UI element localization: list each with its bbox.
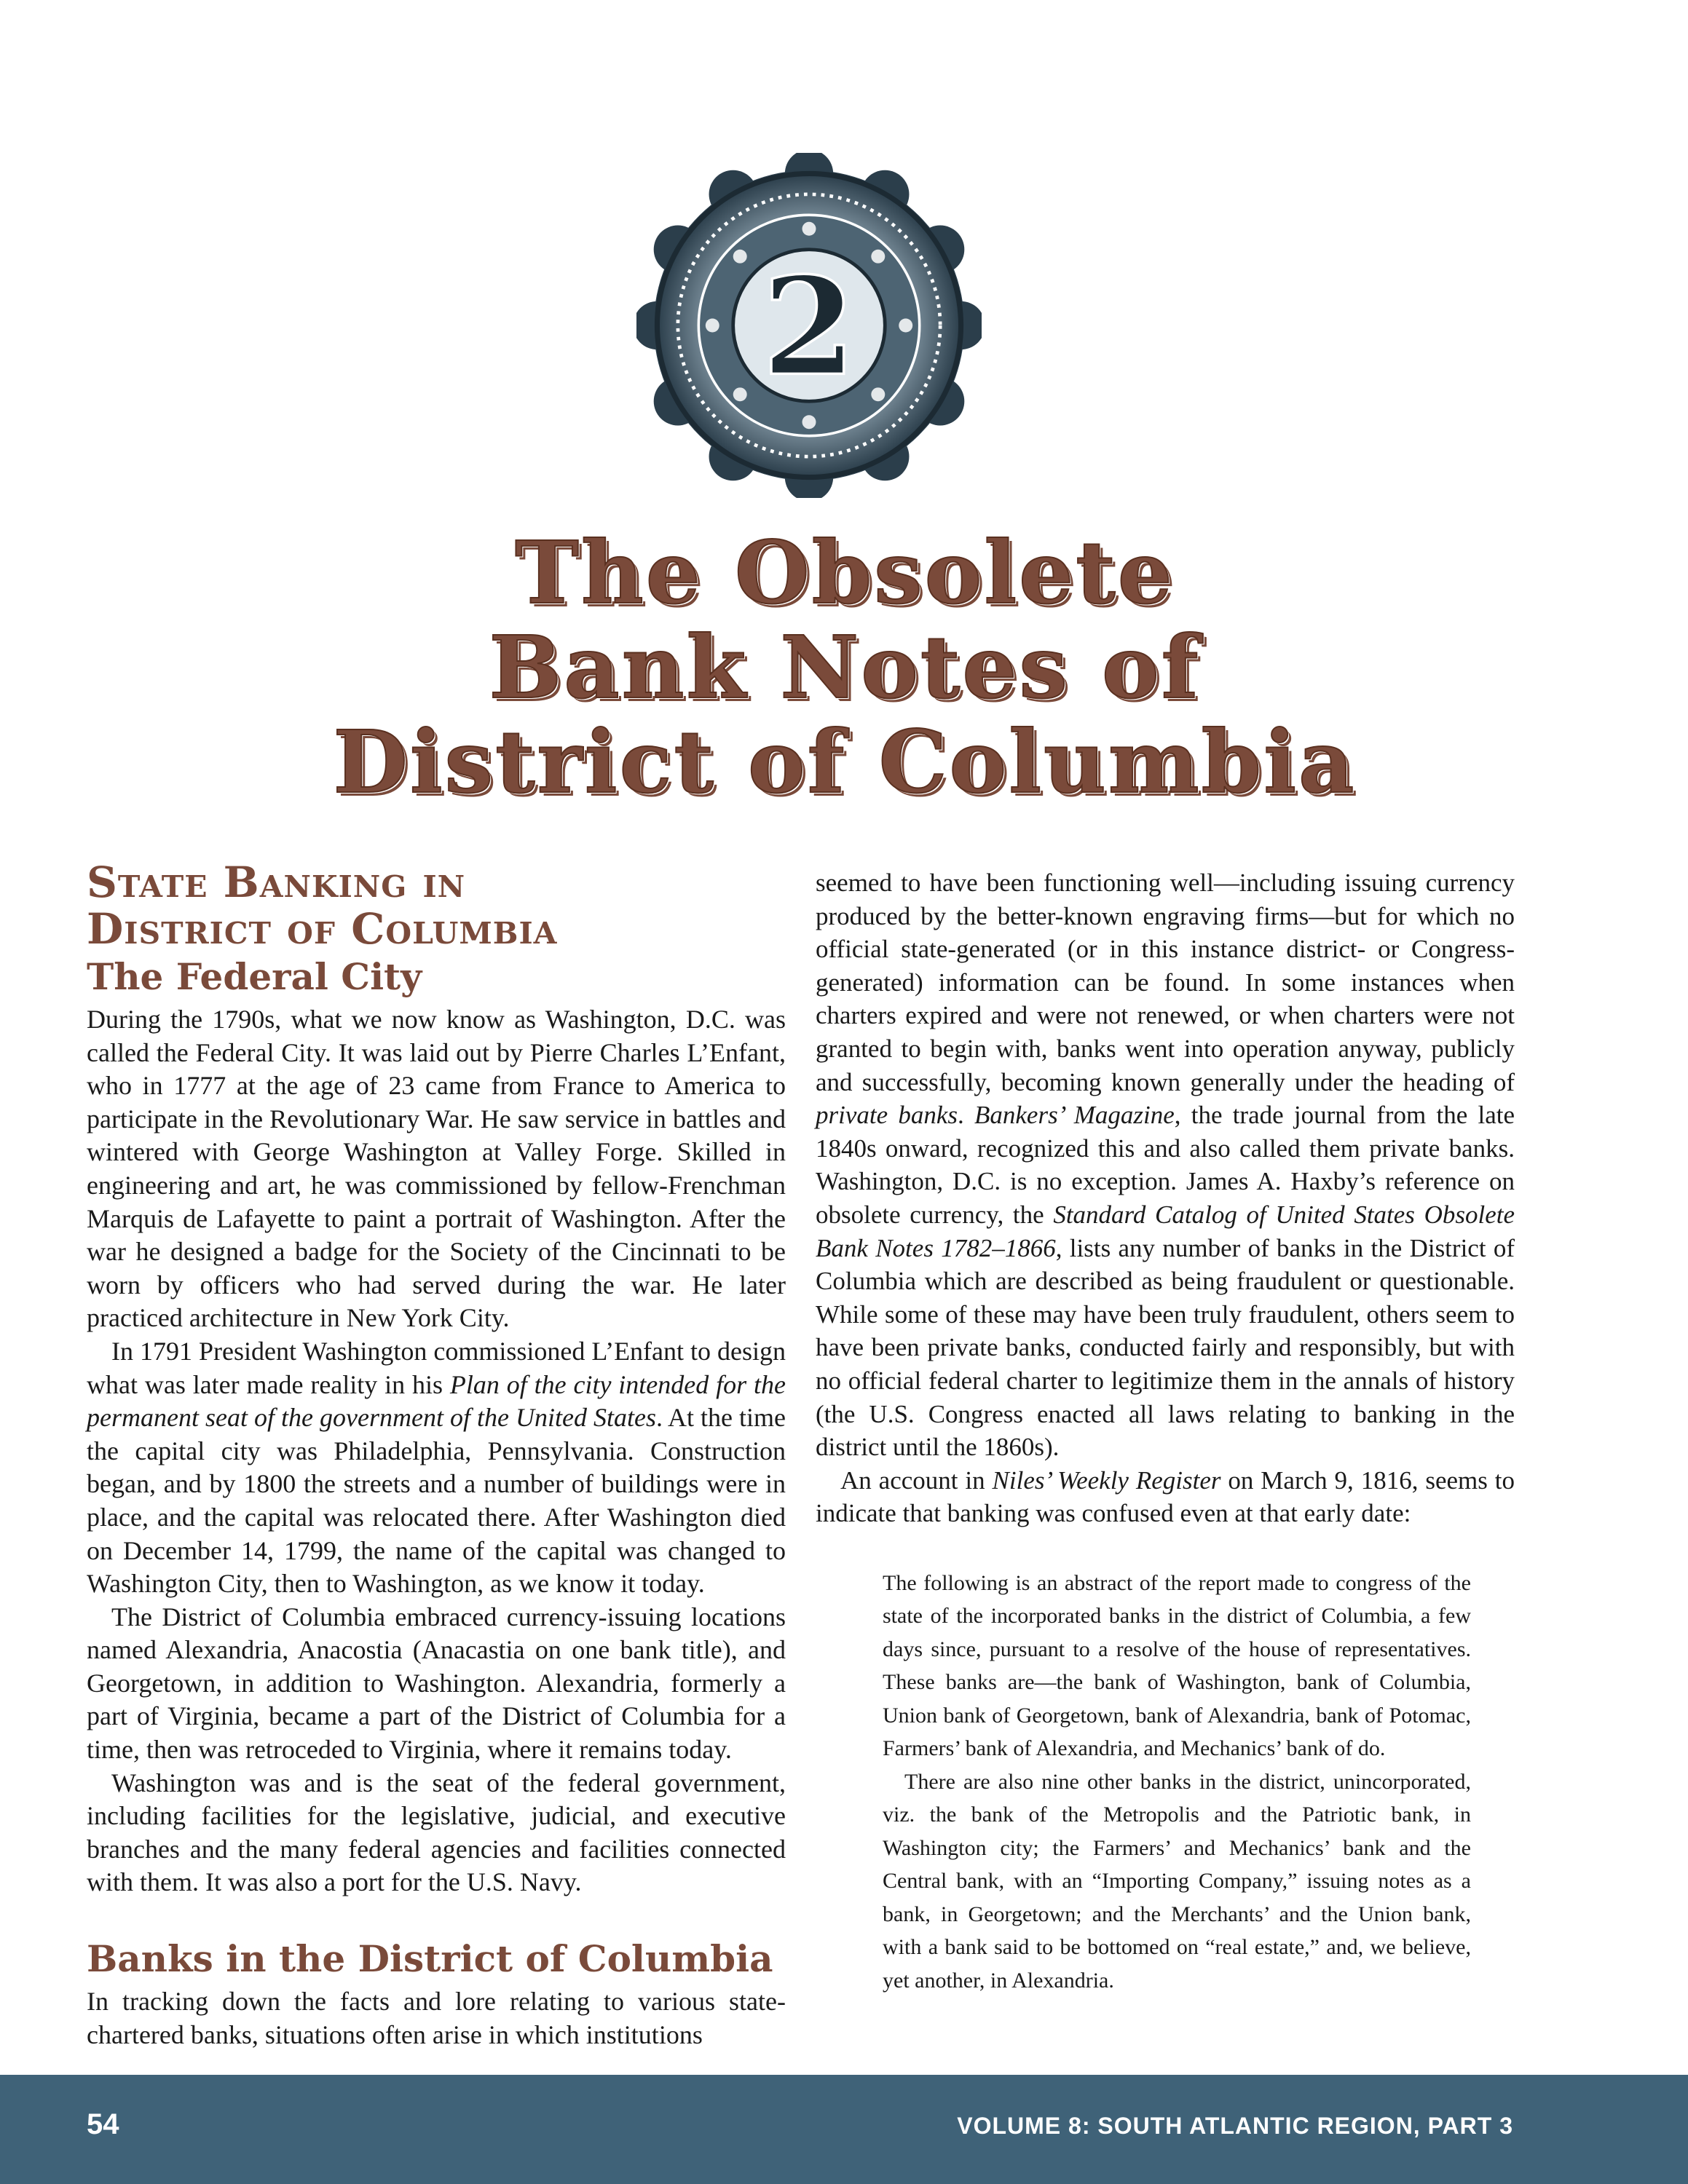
paragraph-text: seemed to have been functioning well—including issuing currency produced by the better-known engraving firms—but for which no official state-generated (or in this instance district- or Congress-generated) information can be found. In some instances when charters expired and were not renewed, or when charters were not granted to begin with, banks went into operation anyway, publicly and successfully, becoming known generally under the heading of xyxy=(816,869,1515,1096)
paragraph-text: . At the time the capital city was Philadelphia, Pennsylvania. Construction began, and by 1800 the streets and a number of buildings were in place, and the capital was relocated there. After Washington died on December 14, 1799, the name of the capital was changed to Washington City, then to Washington, as we know it today. xyxy=(87,1403,786,1599)
subheading-federal-city: The Federal City xyxy=(87,955,422,998)
left-column xyxy=(87,859,786,2052)
chapter-numeral-emblem xyxy=(636,153,982,498)
chapter-title-line-1: The Obsolete xyxy=(515,522,1175,623)
paragraph xyxy=(816,1464,1515,1530)
chapter-title-line-2: Bank Notes of xyxy=(489,617,1201,718)
subheading-banks: Banks in the District of Columbia xyxy=(87,1937,773,1981)
paragraph: Washington was and is the seat of the federal government, including facilities for the legislative, judicial, and executive branches and the many federal agencies and facilities connected with them. It was also a port for the U.S. Navy. xyxy=(87,1768,786,1897)
paragraph: During the 1790s, what we now know as Washington, D.C. was called the Federal City. It was laid out by Pierre Charles L’Enfant, who in 1777 at the age of 23 came from France to America to participate in the Revolutionary War. He saw service in battles and wintered with George Washington at Valley Forge. Skilled in engineering and art, he was commissioned by fellow-Frenchman Marquis de Lafayette to paint a portrait of Washington. After the war he designed a badge for the Society of the Cincinnati to be worn by officers who had served during the war. He later practiced architecture in New York City. xyxy=(87,1005,786,1333)
chapter-title-line-3: District of Columbia xyxy=(333,711,1357,812)
paragraph-text: An account in xyxy=(840,1465,993,1495)
plan-title-italic: Plan of the city intended for the permanent seat of the government of the United States xyxy=(87,1369,786,1433)
section-heading xyxy=(87,859,786,952)
italic-text: Bankers’ Magazine xyxy=(974,1101,1175,1130)
paragraph-text: In 1791 President Washington commissioned L’Enfant to design what was later made reality in his xyxy=(87,1336,786,1399)
ornate-medallion-icon xyxy=(636,153,982,498)
italic-text: private banks xyxy=(816,1101,958,1130)
paragraph: In tracking down the facts and lore relating to various state-chartered banks, situations often arise in which institutions xyxy=(87,1987,786,2049)
quote-paragraph: The following is an abstract of the report made to congress of the state of the incorporated banks in the district of Columbia, a few days since, pursuant to a resolve of the house of representatives. These banks are—the bank of Washington, bank of Columbia, Union bank of Georgetown, bank of Alexandria, bank of Potomac, Farmers’ bank of Alexandria, and Mechanics’ bank of do. xyxy=(883,1570,1471,1761)
svg-text:2: 2 xyxy=(762,247,856,406)
paragraph-text: on March 9, 1816, seems to indicate that banking was confused even at that early date: xyxy=(816,1465,1515,1528)
quote-paragraph: There are also nine other banks in the district, unincorporated, viz. the bank of the Metropolis and the Patriotic bank, in Washington city; the Farmers’ and Mechanics’ bank and the Central bank, with an “Importing Company,” issuing notes as a bank, in Georgetown; and the Merchants’ and the Union bank, with a bank said to be bottomed on “real estate,” and, we believe, yet another, in Alexandria. xyxy=(883,1769,1471,1993)
section-heading-line-1: State Banking in xyxy=(87,858,466,907)
italic-text: Niles’ Weekly Register xyxy=(992,1465,1221,1495)
volume-title: VOLUME 8: SOUTH ATLANTIC REGION, PART 3 xyxy=(957,2113,1513,2139)
paragraph xyxy=(816,866,1515,1464)
page-number: 54 xyxy=(87,2108,119,2140)
paragraph-text: , the trade journal from the late 1840s onward, recognized this and also called them private banks. Washington, D.C. is no exception. James A. Haxby’s reference on obsolete currency, the xyxy=(816,1101,1515,1229)
paragraph xyxy=(87,1335,786,1601)
block-quote xyxy=(883,1567,1471,1998)
paragraph-text: , lists any number of banks in the District of Columbia which are described as being fraudulent or questionable. While some of these may have been truly fraudulent, others seem to have been private banks, conducted fairly and responsibly, but with no official federal charter to legitimize them in the annals of history (the U.S. Congress enacted all laws relating to banking in the district until the 1860s). xyxy=(816,1233,1515,1462)
section-heading-line-2: District of Columbia xyxy=(87,904,558,954)
chapter-title xyxy=(131,522,1558,812)
italic-text: Standard Catalog of United States Obsolete Bank Notes 1782–1866 xyxy=(816,1200,1515,1262)
paragraph: The District of Columbia embraced currency-issuing locations named Alexandria, Anacostia (Anacastia on one bank title), and Georgetown, in addition to Washington. Alexandria, formerly a part of Virginia, became a part of the District of Columbia for a time, then was retroceded to Virginia, where it remains today. xyxy=(87,1602,786,1765)
paragraph-text: . xyxy=(958,1101,975,1130)
right-column xyxy=(816,866,1515,1997)
